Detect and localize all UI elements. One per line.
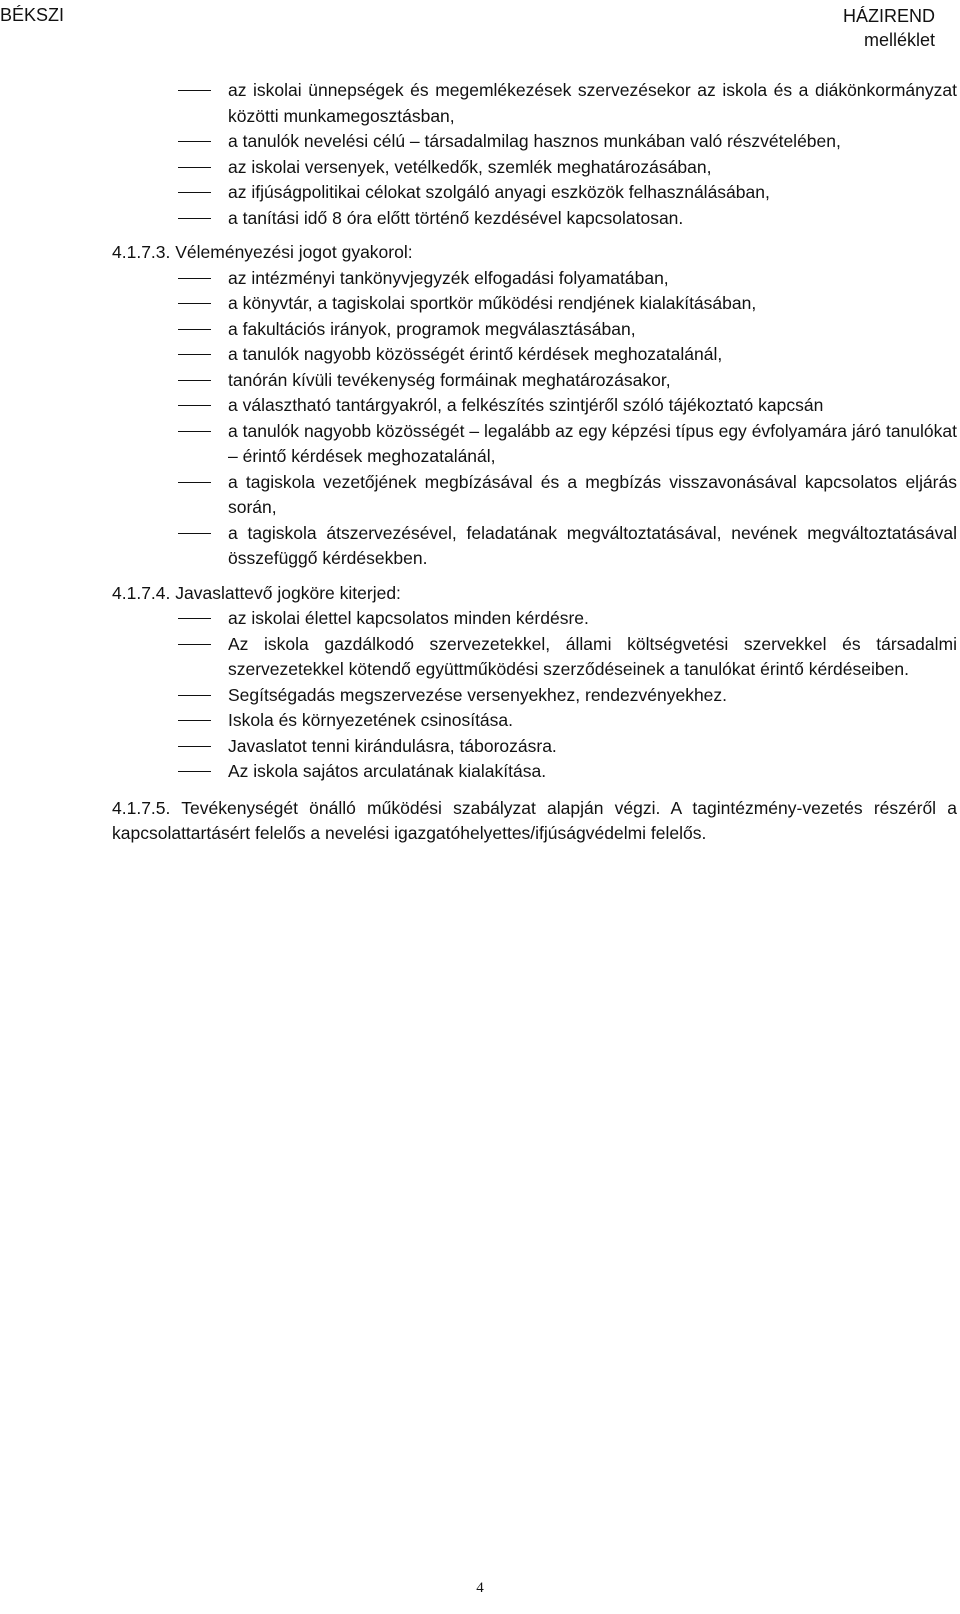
list-item: a könyvtár, a tagiskolai sportkör működési rendjének kialakításában, xyxy=(112,291,957,317)
list-item: a tanulók nagyobb közösségét érintő kérdések meghozatalánál, xyxy=(112,342,957,368)
intro-list xyxy=(112,78,957,231)
list-item: az iskolai élettel kapcsolatos minden kérdésre. xyxy=(112,606,957,632)
dash-bullet xyxy=(178,644,211,645)
dash-bullet xyxy=(178,618,211,619)
list-item: a fakultációs irányok, programok megválasztásában, xyxy=(112,317,957,343)
dash-bullet xyxy=(178,720,211,721)
dash-bullet xyxy=(178,303,211,304)
dash-bullet xyxy=(178,218,211,219)
dash-bullet xyxy=(178,695,211,696)
dash-bullet xyxy=(178,192,211,193)
section-heading: 4.1.7.3. Véleményezési jogot gyakorol: xyxy=(112,242,413,262)
dash-bullet xyxy=(178,533,211,534)
dash-bullet xyxy=(178,482,211,483)
list-item: Iskola és környezetének csinosítása. xyxy=(112,708,957,734)
dash-bullet xyxy=(178,278,211,279)
list-item: Az iskola gazdálkodó szervezetekkel, állami költségvetési szervekkel és társadalmi szervezetekkel kötendő együttműködési szerződéseinek a tanulókat érintő kérdéseiben. xyxy=(112,632,957,683)
header-subtitle: melléklet xyxy=(863,30,935,50)
document-body xyxy=(112,78,957,847)
list-item: a tagiskola vezetőjének megbízásával és a megbízás visszavonásával kapcsolatos eljárás során, xyxy=(112,470,957,521)
list-item: az intézményi tankönyvjegyzék elfogadási folyamatában, xyxy=(112,266,957,292)
section-paragraph: 4.1.7.5. Tevékenységét önálló működési szabályzat alapján végzi. A tagintézmény-vezetés részéről a kapcsolattartásért felelős a nevelési igazgatóhelyettes/ifjúságvédelmi felelős. xyxy=(112,797,957,843)
list-item: tanórán kívüli tevékenység formáinak meghatározásakor, xyxy=(112,368,957,394)
dash-bullet xyxy=(178,431,211,432)
header-right xyxy=(843,4,935,52)
dash-bullet xyxy=(178,746,211,747)
list-item: Segítségadás megszervezése versenyekhez, rendezvényekhez. xyxy=(112,683,957,709)
dash-bullet xyxy=(178,771,211,772)
opinion-rights-list xyxy=(112,266,957,572)
list-item: a tagiskola átszervezésével, feladatának megváltoztatásával, nevének megváltoztatásával összefüggő kérdésekben. xyxy=(112,521,957,572)
page-number: 4 xyxy=(476,1580,484,1596)
dash-bullet xyxy=(178,329,211,330)
section-heading: 4.1.7.4. Javaslattevő jogköre kiterjed: xyxy=(112,582,401,603)
dash-bullet xyxy=(178,405,211,406)
list-item: az iskolai versenyek, vetélkedők, szemlék meghatározásában, xyxy=(112,155,957,181)
section-4-1-7-4 xyxy=(112,581,957,785)
list-item: Javaslatot tenni kirándulásra, táborozásra. xyxy=(112,734,957,760)
section-4-1-7-5 xyxy=(112,796,957,847)
dash-bullet xyxy=(178,167,211,168)
list-item: az ifjúságpolitikai célokat szolgáló anyagi eszközök felhasználásában, xyxy=(112,180,957,206)
dash-bullet xyxy=(178,90,211,91)
list-item: Az iskola sajátos arculatának kialakítása. xyxy=(112,759,957,785)
list-item: a választható tantárgyakról, a felkészítés szintjéről szóló tájékoztató kapcsán xyxy=(112,393,957,419)
dash-bullet xyxy=(178,141,211,142)
list-item: a tanulók nagyobb közösségét – legalább az egy képzési típus egy évfolyamára járó tanulókat – érintő kérdések meghozatalánál, xyxy=(112,419,957,470)
list-item: az iskolai ünnepségek és megemlékezések szervezésekor az iskola és a diákönkormányzat közötti munkamegosztásban, xyxy=(112,78,957,129)
section-4-1-7-3 xyxy=(112,240,957,572)
proposal-rights-list xyxy=(112,606,957,785)
header-left-label: BÉKSZI xyxy=(0,5,65,25)
list-item: a tanítási idő 8 óra előtt történő kezdésével kapcsolatosan. xyxy=(112,206,957,232)
header-title: HÁZIREND xyxy=(842,6,935,26)
list-item: a tanulók nevelési célú – társadalmilag hasznos munkában való részvételében, xyxy=(112,129,957,155)
dash-bullet xyxy=(178,354,211,355)
dash-bullet xyxy=(178,380,211,381)
